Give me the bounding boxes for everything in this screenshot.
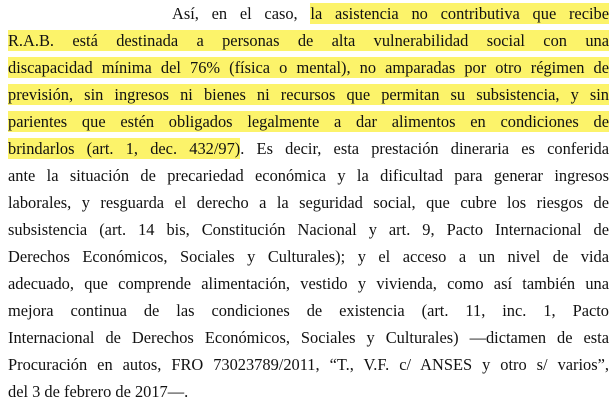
plain-text: Así, en el caso, (172, 4, 311, 23)
highlighted-text: previsión, sin ingresos ni bienes ni recursos que permitan su subsistencia, y sin (8, 85, 609, 104)
highlighted-text: discapacidad mínima del 76% (física o mental), no amparadas por otro régimen de (8, 58, 609, 77)
highlighted-text: la asistencia no contributiva que recibe (310, 4, 609, 23)
plain-text: . Es decir, esta prestación dineraria es conferida (240, 139, 609, 158)
plain-text: ante la situación de precariedad económica y la dificultad para generar ingresos (8, 166, 609, 185)
paragraph-line (8, 81, 609, 108)
paragraph-line (8, 243, 609, 270)
plain-text: del 3 de febrero de 2017—. (8, 382, 189, 401)
paragraph-line (8, 108, 609, 135)
plain-text: adecuado, que comprende alimentación, vestido y vivienda, como así también una (8, 274, 609, 293)
plain-text: Internacional de Derechos Económicos, Sociales y Culturales) —dictamen de esta (8, 328, 609, 347)
paragraph-line (8, 378, 609, 405)
paragraph-line (8, 297, 609, 324)
paragraph-line (8, 270, 609, 297)
paragraph-line (8, 216, 609, 243)
paragraph-line (8, 135, 609, 162)
plain-text: subsistencia (art. 14 bis, Constitución Nacional y art. 9, Pacto Internacional de (8, 220, 609, 239)
plain-text: mejora continua de las condiciones de existencia (art. 11, inc. 1, Pacto (8, 301, 609, 320)
paragraph-line (8, 54, 609, 81)
paragraph-line (8, 324, 609, 351)
paragraph-line (8, 351, 609, 378)
paragraph-line (8, 189, 609, 216)
highlighted-text: brindarlos (art. 1, dec. 432/97) (8, 139, 241, 158)
highlighted-text: R.A.B. está destinada a personas de alta vulnerabilidad social con una (8, 31, 609, 50)
highlighted-text: parientes que estén obligados legalmente a dar alimentos en condiciones de (8, 112, 609, 131)
paragraph-line (8, 162, 609, 189)
paragraph-line (172, 0, 609, 27)
plain-text: Derechos Económicos, Sociales y Culturales); y el acceso a un nivel de vida (8, 247, 609, 266)
plain-text: Procuración en autos, FRO 73023789/2011, “T., V.F. c/ ANSES y otro s/ varios”, (8, 355, 609, 374)
paragraph-line (8, 27, 609, 54)
plain-text: laborales, y resguarda el derecho a la seguridad social, que cubre los riesgos de (8, 193, 609, 212)
